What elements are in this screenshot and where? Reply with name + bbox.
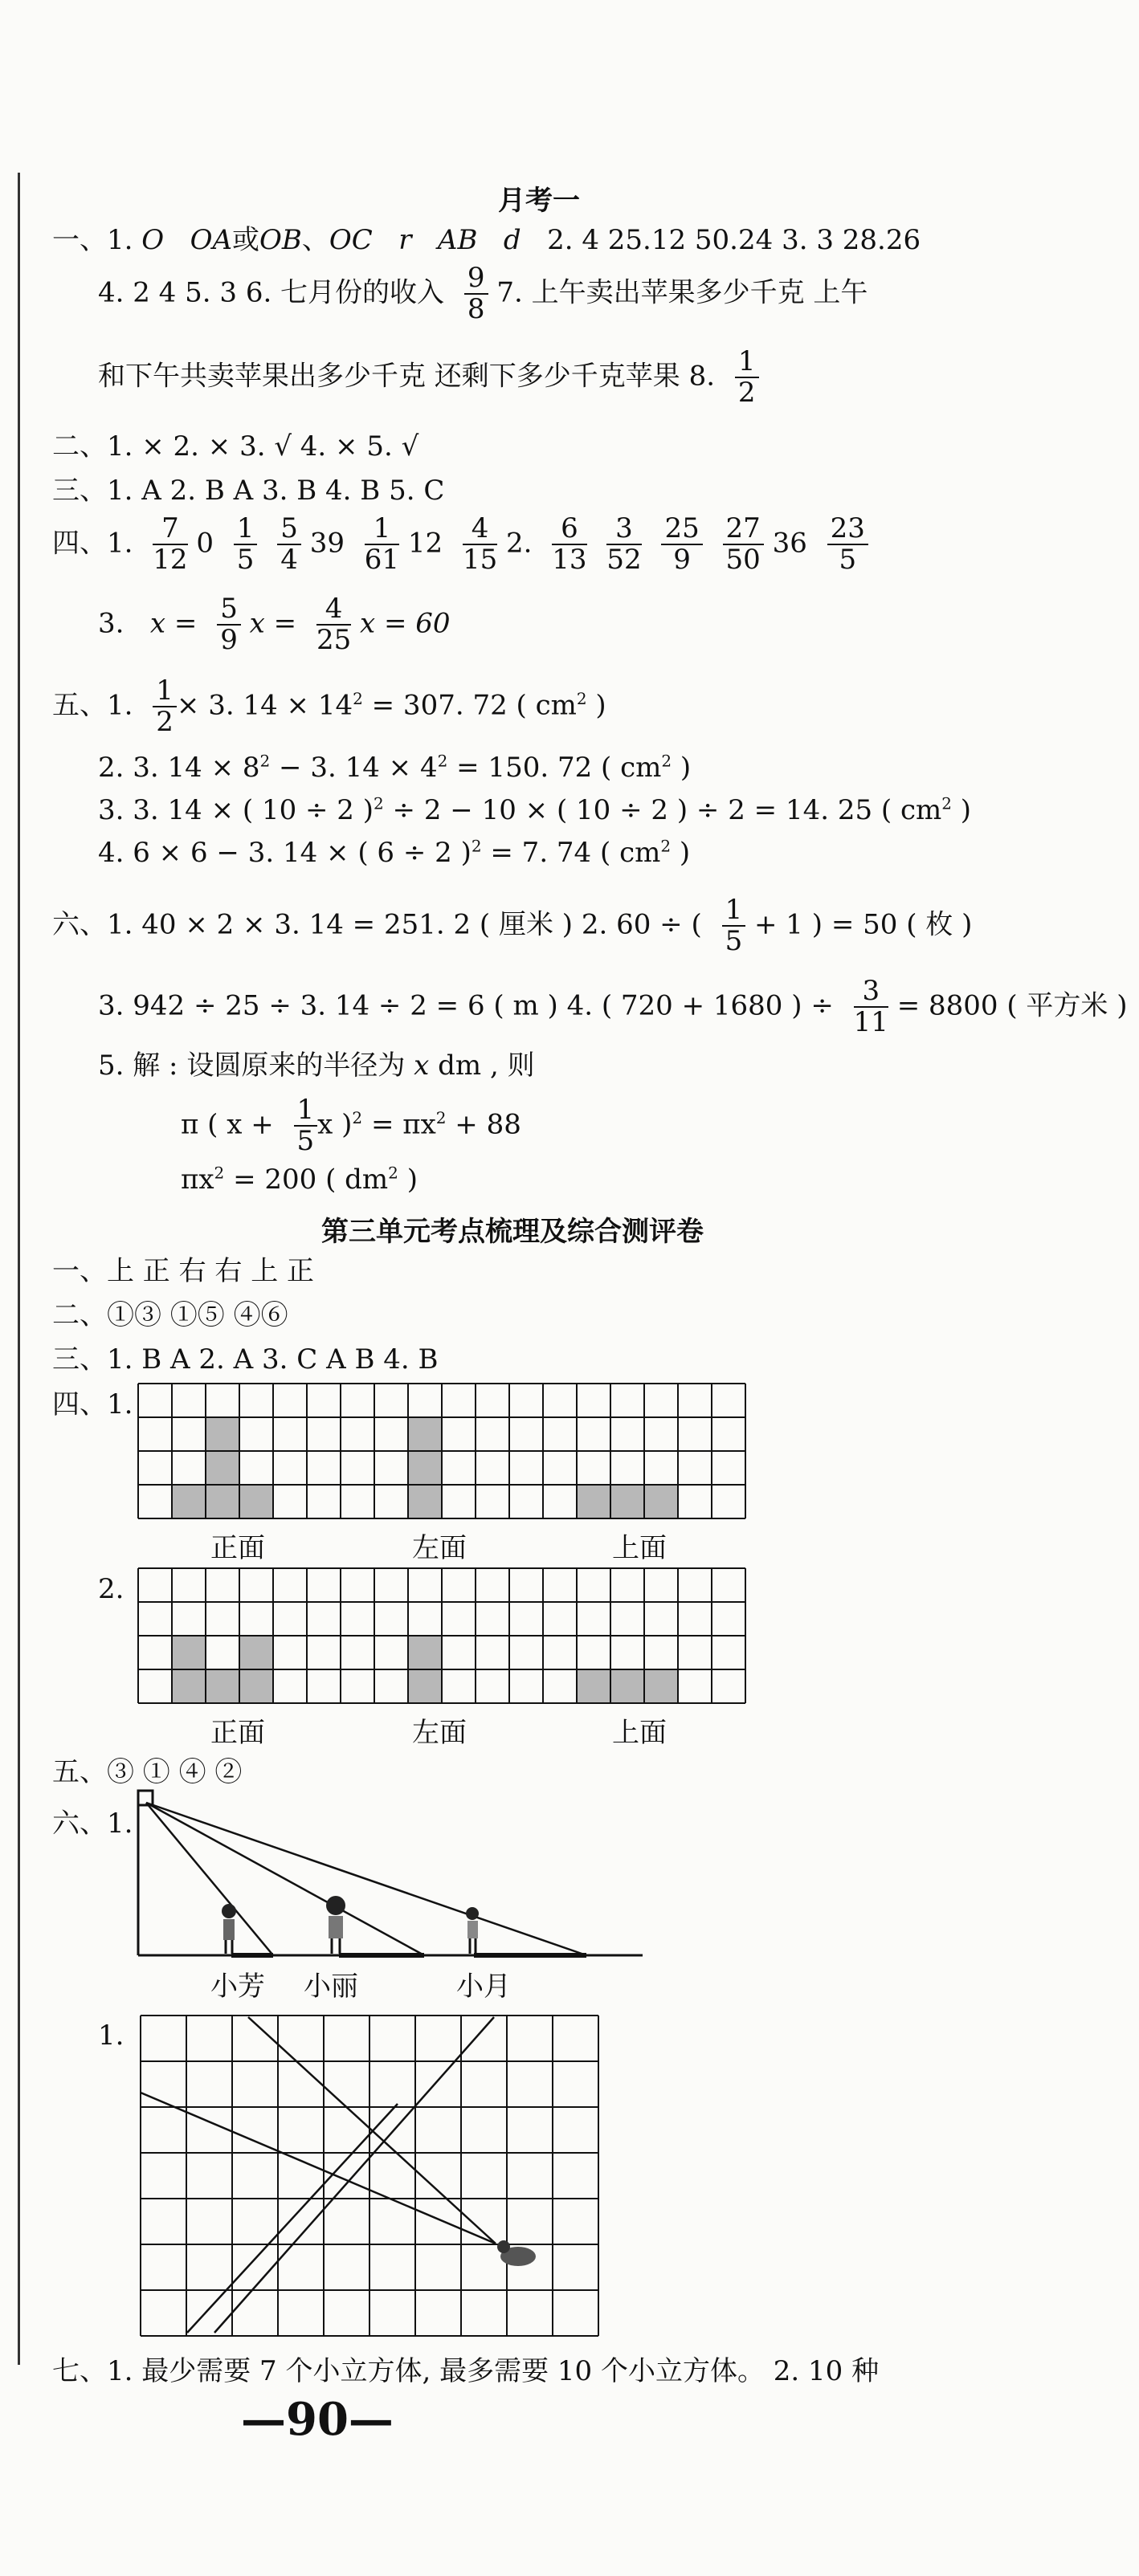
page-number: —90— [241,2393,394,2446]
exam1-line8: 五、1. $\frac{1}{2}$ × 3. $14 \times 14^2 = 307$. 72 ( $cm^2$ ) [52,675,606,739]
view-caption: 左面 [412,1717,467,1749]
view-caption: 正面 [210,1717,265,1749]
view-caption: 上面 [612,1532,667,1564]
fraction: $\frac{9}{8}$ [464,263,488,325]
sightline-grid [141,2016,632,2338]
shaded-cell [644,1485,678,1518]
shaded-cell [577,1485,610,1518]
sight-line [187,2104,398,2333]
shaded-cell [577,1669,610,1703]
girl-figure-icon [466,1907,479,1954]
shaded-cell [206,1451,239,1485]
exam1-line16: $\pi x^2 = 200$ ( $dm^2$ ) [181,1163,418,1196]
unit3-line2: 二、①③ ①⑤ ④⑥ [52,1299,288,1331]
unit3-line3: 三、1. B A 2. A 3. C A B 4. B [52,1343,439,1376]
q4-1-label: 四、1. [52,1388,133,1420]
exam1-line6: 四、1. $\frac{7}{12}$ 0 $\frac{1}{5}$ $\frac{5}{4}$ 39 $\frac{1}{61}$ 12 $\frac{4}{15}$ 2. $\frac{6}{13}$ $\frac{3}{52}$ $\frac{25}{9}$ $\frac{27}{50}$ 36 $\frac{23}{5}$ [52,514,868,576]
exam1-line13: 3. 942 ÷ 25 ÷ 3. 14 ÷ 2 = 6 ( m ) 4. ( 720 + 1680 ) ÷ $\frac{3}{11}$ = 8800 ( 平方米 ) [98,975,1128,1039]
section-title-unit3: 第三单元考点梳理及综合测评卷 [321,1216,704,1248]
exam1-line7: 3. x = $\frac{5}{9}$ x = $\frac{4}{25}$ x = 60 [98,593,451,657]
view-caption: 正面 [210,1532,265,1564]
margin-rule [18,173,20,2365]
q4-2-label: 2. [98,1573,125,1605]
view-grid-1 [138,1384,750,1520]
shaded-cell [408,1417,442,1451]
shaded-cell [172,1669,206,1703]
sight-line [248,2017,496,2244]
q6-1-label: 六、1. [52,1808,133,1840]
child-name: 小月 [456,1971,511,2003]
sight-line [214,2017,494,2333]
view-caption: 上面 [612,1717,667,1749]
exam1-line11: 4. 6 × 6 − 3. 14 × ( 6 ÷ 2 )$^2$ = 7. 74 ( $cm^2$ ) [98,836,691,869]
shadow-diagram [129,1787,651,1995]
view-grid-2 [138,1568,750,1705]
unit3-q7: 七、1. 最少需要 7 个小立方体, 最多需要 10 个小立方体。 2. 10 种 [52,2355,880,2387]
shaded-cell [408,1451,442,1485]
unit3-q5: 五、③ ① ④ ② [52,1756,243,1788]
shaded-cell [239,1485,273,1518]
shaded-cell [239,1636,273,1669]
shaded-cell [408,1669,442,1703]
fraction: $\frac{1}{2}$ [735,347,759,409]
exam1-line12: 六、1. 40 × 2 × 3. 14 = 251. 2 ( 厘米 ) 2. 60 ÷ ( $\frac{1}{5}$ + 1 ) = 50 ( 枚 ) [52,894,973,958]
exam1-line15: π ( x + $\frac{1}{5}$ x )$^2 = \pi x^2 + 88$ [181,1094,521,1158]
shaded-cell [408,1485,442,1518]
exam1-line10: 3. 3. 14 × ( 10 ÷ 2 )$^2$ ÷ 2 − 10 × ( 10 ÷ 2 ) ÷ 2 = 14. 25 ( $cm^2$ ) [98,793,972,826]
sight-line [141,2093,496,2244]
shaded-cell [239,1669,273,1703]
exam1-line4: 二、1. × 2. × 3. √ 4. × 5. √ [52,430,419,463]
shaded-cell [610,1485,644,1518]
girl-figure-icon [222,1904,236,1954]
child-name: 小丽 [304,1971,358,2003]
shaded-cell [206,1669,239,1703]
girl-figure-icon [326,1896,345,1954]
shaded-cell [610,1669,644,1703]
section-title-exam1: 月考一 [498,185,580,217]
exam1-line3: 和下午共卖苹果出多少千克 还剩下多少千克苹果 8. $\frac{1}{2}$ [98,347,759,409]
exam1-line1: 一、1. O OA或OB、OC r AB d 2. 4 25.12 50.24 3. 3 28.26 [52,224,921,256]
shaded-cell [172,1485,206,1518]
lamp-icon [138,1791,153,1805]
shaded-cell [206,1417,239,1451]
view-caption: 左面 [412,1532,467,1564]
shaded-cell [172,1636,206,1669]
q6-grid-label: 1. [98,2020,125,2052]
shaded-cell [206,1485,239,1518]
exam1-line5: 三、1. A 2. B A 3. B 4. B 5. C [52,475,445,507]
exam1-line2: 4. 2 4 5. 3 6. 七月份的收入 $\frac{9}{8}$ 7. 上午卖出苹果多少千克 上午 [98,262,868,326]
child-name: 小芳 [210,1971,265,2003]
exam1-line14: 5. 解 : 设圆原来的半径为 x dm , 则 [98,1050,535,1082]
unit3-line1: 一、上 正 右 右 上 正 [52,1255,315,1287]
shaded-cell [408,1636,442,1669]
exam1-line9: 2. 3. $14 \times 8^2 - 3$. $14 \times 4^2 = 150$. 72 ( $cm^2$ ) [98,751,692,784]
shaded-cell [644,1669,678,1703]
